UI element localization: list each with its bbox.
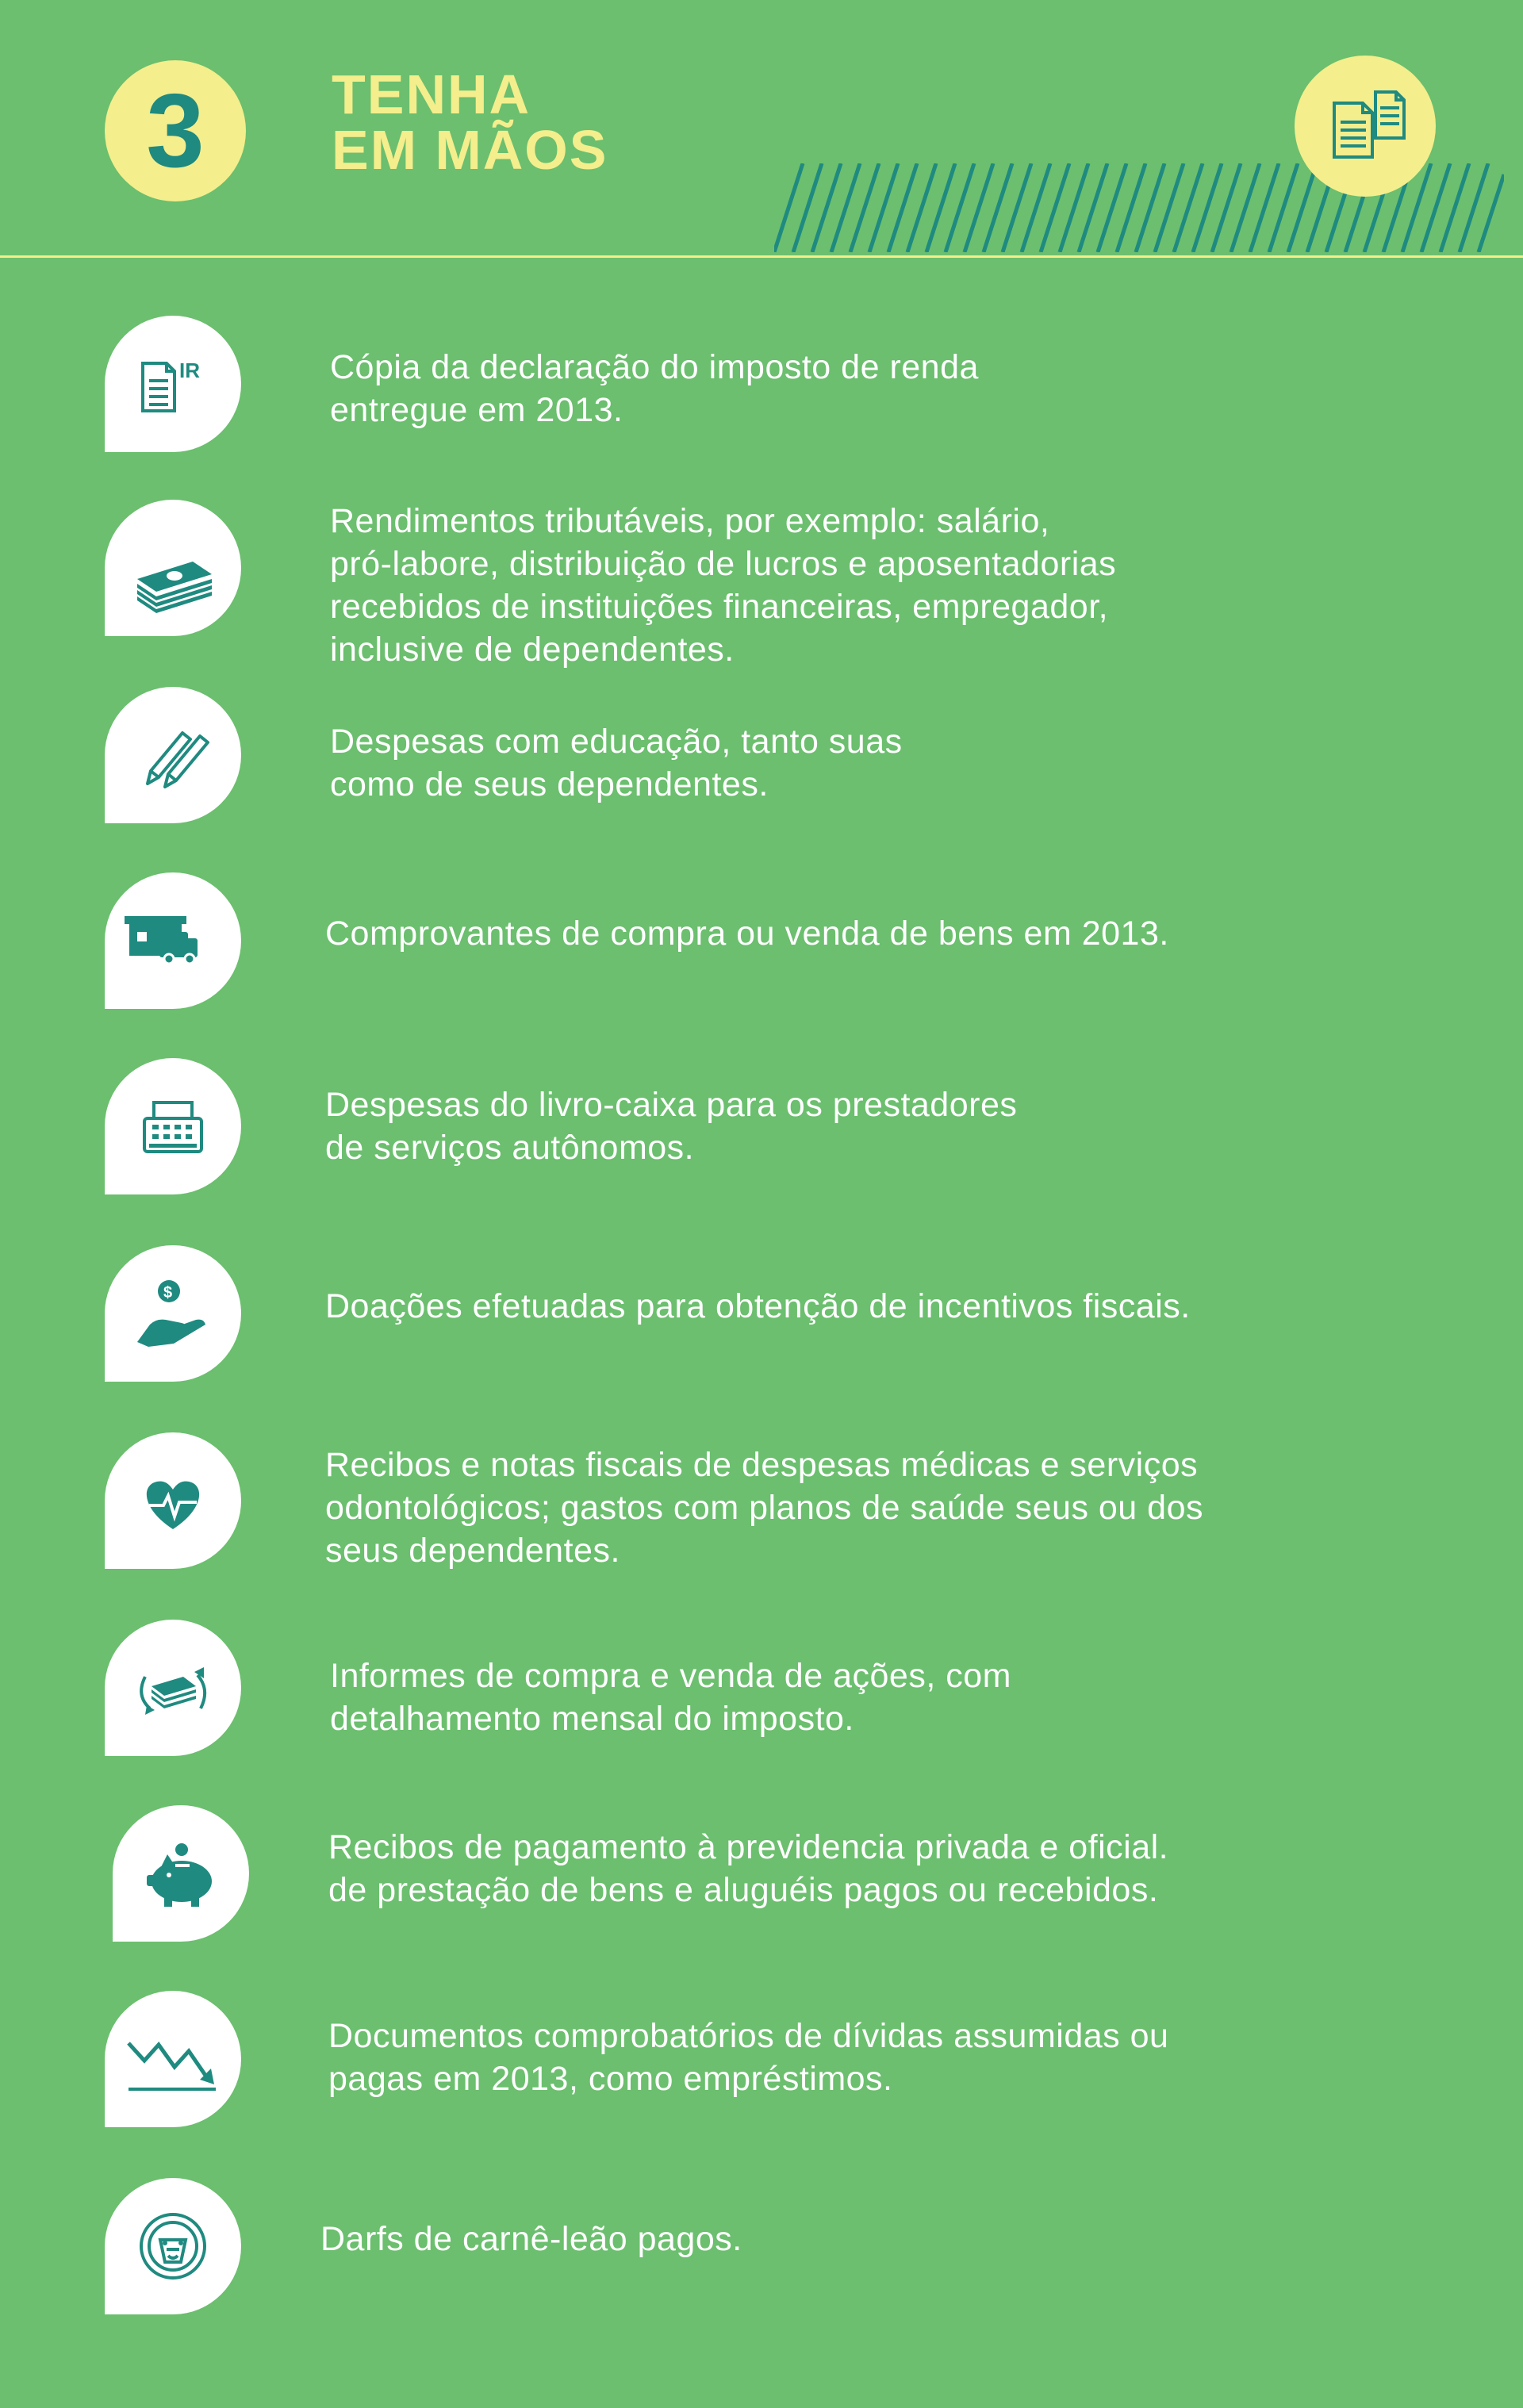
icon-badge <box>105 872 241 1009</box>
item-text <box>330 500 1116 671</box>
item-line: Despesas com educação, tanto suas <box>330 723 903 761</box>
item-line: Doações efetuadas para obtenção de incentivos fiscais. <box>325 1287 1191 1325</box>
item-line: detalhamento mensal do imposto. <box>330 1700 854 1738</box>
cash-register-icon <box>125 1079 221 1174</box>
item-text <box>325 1285 1191 1328</box>
lion-face-icon <box>125 2199 221 2294</box>
item-line: entregue em 2013. <box>330 391 623 429</box>
icon-badge <box>105 316 241 452</box>
title-line-2: EM MÃOS <box>332 119 608 181</box>
ir-document-icon <box>125 336 221 431</box>
pencils-icon <box>125 707 221 803</box>
item-line: Comprovantes de compra ou venda de bens em 2013. <box>325 915 1169 953</box>
icon-badge <box>105 1245 241 1382</box>
money-exchange-icon <box>121 1640 224 1735</box>
item-line: Recibos e notas fiscais de despesas médicas e serviços <box>325 1446 1199 1484</box>
heart-pulse-icon <box>125 1453 221 1548</box>
icon-badge <box>105 500 241 636</box>
item-line: Despesas do livro-caixa para os prestadores <box>325 1086 1018 1124</box>
icon-badge <box>105 687 241 823</box>
item-line: odontológicos; gastos com planos de saúde seus ou dos <box>325 1489 1204 1527</box>
svg-text:$: $ <box>163 1284 173 1302</box>
item-line: de prestação de bens e aluguéis pagos ou recebidos. <box>328 1871 1159 1909</box>
title-line-1: TENHA <box>332 63 531 125</box>
item-line: Rendimentos tributáveis, por exemplo: salário, <box>330 502 1050 540</box>
item-line: pró-labore, distribuição de lucros e aposentadorias <box>330 545 1117 583</box>
item-text <box>330 720 903 806</box>
item-text <box>325 1444 1203 1572</box>
icon-badge <box>105 1058 241 1194</box>
item-text <box>325 912 1169 955</box>
item-line: Documentos comprobatórios de dívidas assumidas ou <box>328 2017 1169 2055</box>
item-line: Darfs de carnê-leão pagos. <box>320 2220 742 2258</box>
icon-badge <box>105 1432 241 1569</box>
item-text <box>325 1083 1017 1169</box>
item-text <box>328 1826 1168 1911</box>
item-line: Cópia da declaração do imposto de renda <box>330 348 979 386</box>
house-car-icon <box>113 889 232 992</box>
documents-icon <box>1295 56 1436 197</box>
declining-chart-icon <box>117 2011 228 2107</box>
money-stack-icon <box>121 520 224 615</box>
page-title <box>332 63 608 181</box>
item-text <box>328 2015 1168 2100</box>
step-number: 3 <box>146 72 205 189</box>
icon-badge <box>105 1620 241 1756</box>
item-line: Informes de compra e venda de ações, com <box>330 1657 1011 1695</box>
header-divider <box>0 255 1523 258</box>
step-number-badge <box>105 60 246 201</box>
item-line: de serviços autônomos. <box>325 1129 695 1167</box>
item-line: pagas em 2013, como empréstimos. <box>328 2060 893 2098</box>
icon-badge <box>105 1991 241 2127</box>
piggy-bank-icon <box>129 1826 232 1921</box>
header <box>0 0 1523 255</box>
item-text <box>330 346 979 431</box>
item-text <box>320 2218 742 2260</box>
item-line: seus dependentes. <box>325 1532 620 1570</box>
documents-badge <box>1295 56 1436 197</box>
svg-text:IR: IR <box>179 359 200 382</box>
item-line: como de seus dependentes. <box>330 765 769 803</box>
item-line: Recibos de pagamento à previdencia privada e oficial. <box>328 1828 1169 1866</box>
icon-badge <box>113 1805 249 1942</box>
item-line: inclusive de dependentes. <box>330 631 735 669</box>
hand-coin-icon <box>121 1266 224 1361</box>
item-text <box>330 1655 1011 1740</box>
item-line: recebidos de instituições financeiras, empregador, <box>330 588 1109 626</box>
icon-badge <box>105 2178 241 2314</box>
